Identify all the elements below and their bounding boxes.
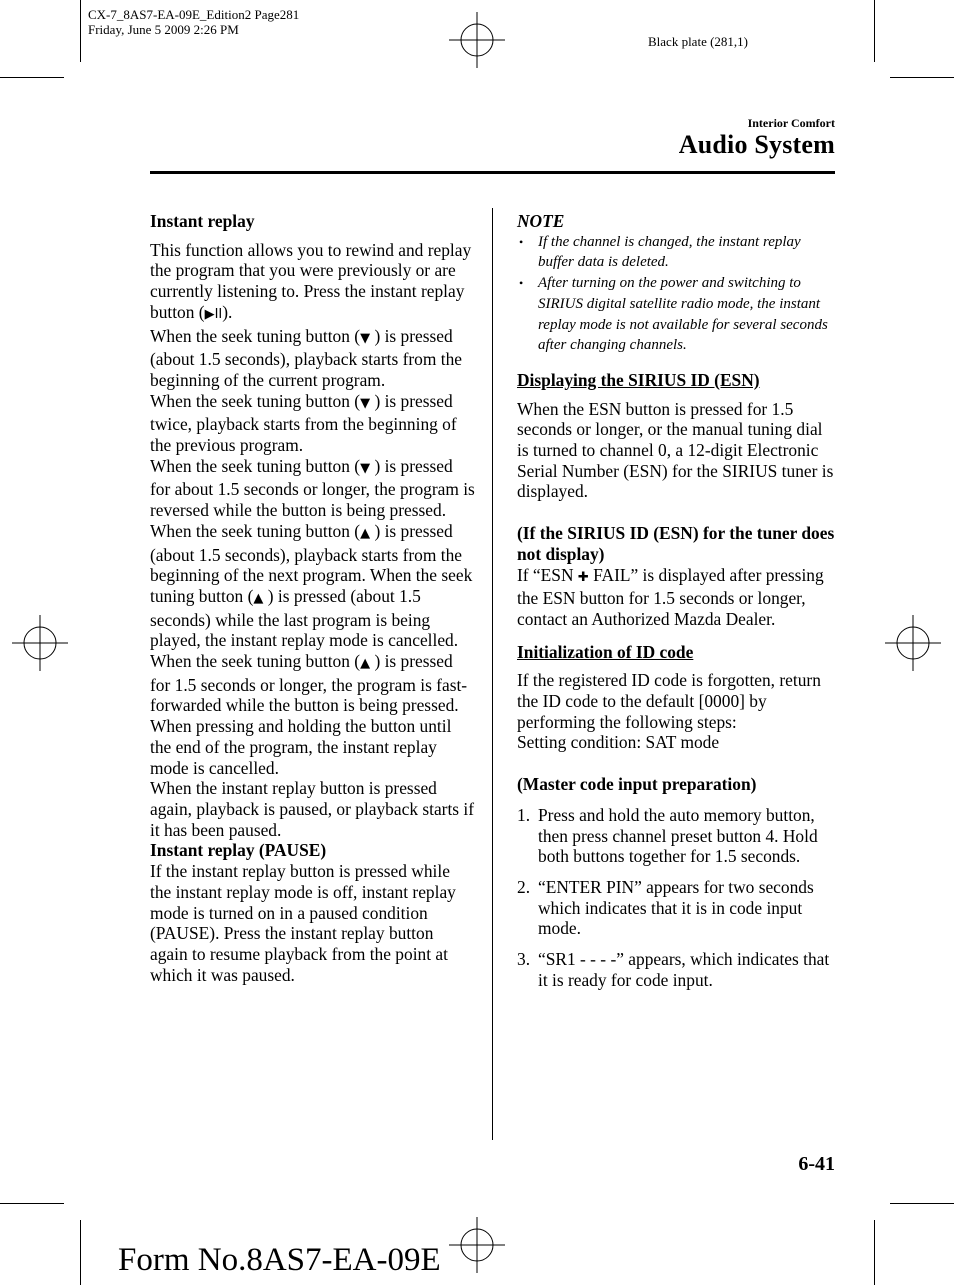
pressed-again-text: When the instant replay button is pressed again, playback is paused, or playback starts if it has been paused. (150, 778, 475, 840)
registration-mark-icon (449, 12, 505, 68)
crop-mark (80, 1220, 81, 1285)
header-rule (150, 171, 835, 174)
print-date-line: Friday, June 5 2009 2:26 PM (88, 22, 239, 37)
seek-down-twice: When the seek tuning button (▼ ) is pressed twice, playback starts from the beginning of the previous program. (150, 390, 457, 456)
note-list (517, 232, 837, 356)
master-heading: (Master code input preparation) (517, 774, 757, 795)
init-condition: Setting condition: SAT mode (517, 732, 720, 753)
down-arrow-icon: ▼ (360, 330, 371, 346)
esn-heading: Displaying the SIRIUS ID (ESN) (517, 369, 760, 390)
pause-text: If the instant replay button is pressed while the instant replay mode is off, instant replay mode is turned on in a paused condition (PAUSE). Press the instant replay button again to resume playback from the point at which it was paused. (150, 861, 456, 985)
plate-label: Black plate (281,1) (648, 34, 748, 49)
play-pause-icon: ▶II (204, 306, 223, 322)
instant-replay-intro: This function allows you to rewind and replay the program that you were previously or are currently listening to. Press the instant replay button (▶II). (150, 239, 472, 322)
pause-heading: Instant replay (PAUSE) (150, 840, 327, 861)
page-title: Audio System (678, 130, 835, 159)
note-item: • If the channel is changed, the instant replay buffer data is deleted. (519, 233, 801, 271)
note-item: • After turning on the power and switching to SIRIUS digital satellite radio mode, the instant replay mode is not available for several seconds after changing channels. (519, 275, 828, 354)
up-arrow-icon: ▲ (253, 590, 264, 606)
note-title: NOTE (517, 211, 565, 231)
crop-mark (874, 0, 875, 62)
right-column (517, 211, 837, 1001)
crop-mark (80, 0, 81, 62)
list-item: 3. “SR1 - - - -” appears, which indicates that it is ready for code input. (517, 949, 830, 990)
bullet-icon: • (519, 276, 524, 291)
init-heading: Initialization of ID code (517, 641, 694, 662)
section-label: Interior Comfort (747, 116, 835, 130)
crop-mark (0, 77, 64, 78)
list-item: 2. “ENTER PIN” appears for two seconds which indicates that it is in code input mode. (517, 876, 814, 939)
esn-sub-heading: (If the SIRIUS ID (ESN) for the tuner does not display) (517, 523, 835, 564)
registration-mark-icon (885, 615, 941, 671)
step-list (517, 805, 837, 991)
bullet-icon: • (519, 234, 524, 249)
esn-fail-text: If “ESN ✚ FAIL” is displayed after pressing the ESN button for 1.5 seconds or longer, contact an Authorized Mazda Dealer. (517, 564, 824, 629)
down-arrow-icon: ▼ (360, 395, 371, 411)
column-divider (492, 208, 493, 1140)
instant-replay-heading: Instant replay (150, 211, 255, 231)
up-arrow-icon: ▲ (360, 656, 371, 672)
crop-mark (874, 1220, 875, 1285)
registration-mark-icon (449, 1217, 505, 1273)
seek-down-short: When the seek tuning button (▼ ) is pressed (about 1.5 seconds), playback starts from the beginning of the current program. (150, 325, 462, 390)
registration-mark-icon (12, 615, 68, 671)
form-number: Form No.8AS7-EA-09E (118, 1242, 441, 1278)
print-file-line: CX-7_8AS7-EA-09E_Edition2 Page281 (88, 7, 300, 22)
up-arrow-icon: ▲ (360, 525, 371, 541)
init-text: If the registered ID code is forgotten, return the ID code to the default [0000] by performing the following steps: (517, 670, 821, 732)
plus-icon: ✚ (577, 569, 589, 585)
esn-text: When the ESN button is pressed for 1.5 seconds or longer, or the manual tuning dial is turned to channel 0, a 12-digit Electronic Serial Number (ESN) for the SIRIUS tuner is displayed. (517, 398, 834, 502)
crop-mark (890, 1203, 954, 1204)
list-item: 1. Press and hold the auto memory button, then press channel preset button 4. Hold both buttons together for 1.5 seconds. (517, 804, 818, 867)
seek-up-short: When the seek tuning button (▲ ) is pressed (about 1.5 seconds), playback starts from the beginning of the next program. When the seek tuning button (▲ ) is pressed (about 1.5 seconds) while the last program is being played, the instant replay mode is cancelled. (150, 520, 473, 651)
down-arrow-icon: ▼ (360, 460, 371, 476)
crop-mark (890, 77, 954, 78)
page-number: 6-41 (798, 1153, 835, 1175)
seek-down-long: When the seek tuning button (▼ ) is pressed for about 1.5 seconds or longer, the program is reversed while the button is being pressed. (150, 455, 475, 521)
left-column (150, 211, 475, 985)
seek-up-long: When the seek tuning button (▲ ) is pressed for 1.5 seconds or longer, the program is fast-forwarded while the button is being pressed. When pressing and holding the button until the end of the program, the instant replay mode is cancelled. (150, 651, 468, 778)
crop-mark (0, 1203, 64, 1204)
